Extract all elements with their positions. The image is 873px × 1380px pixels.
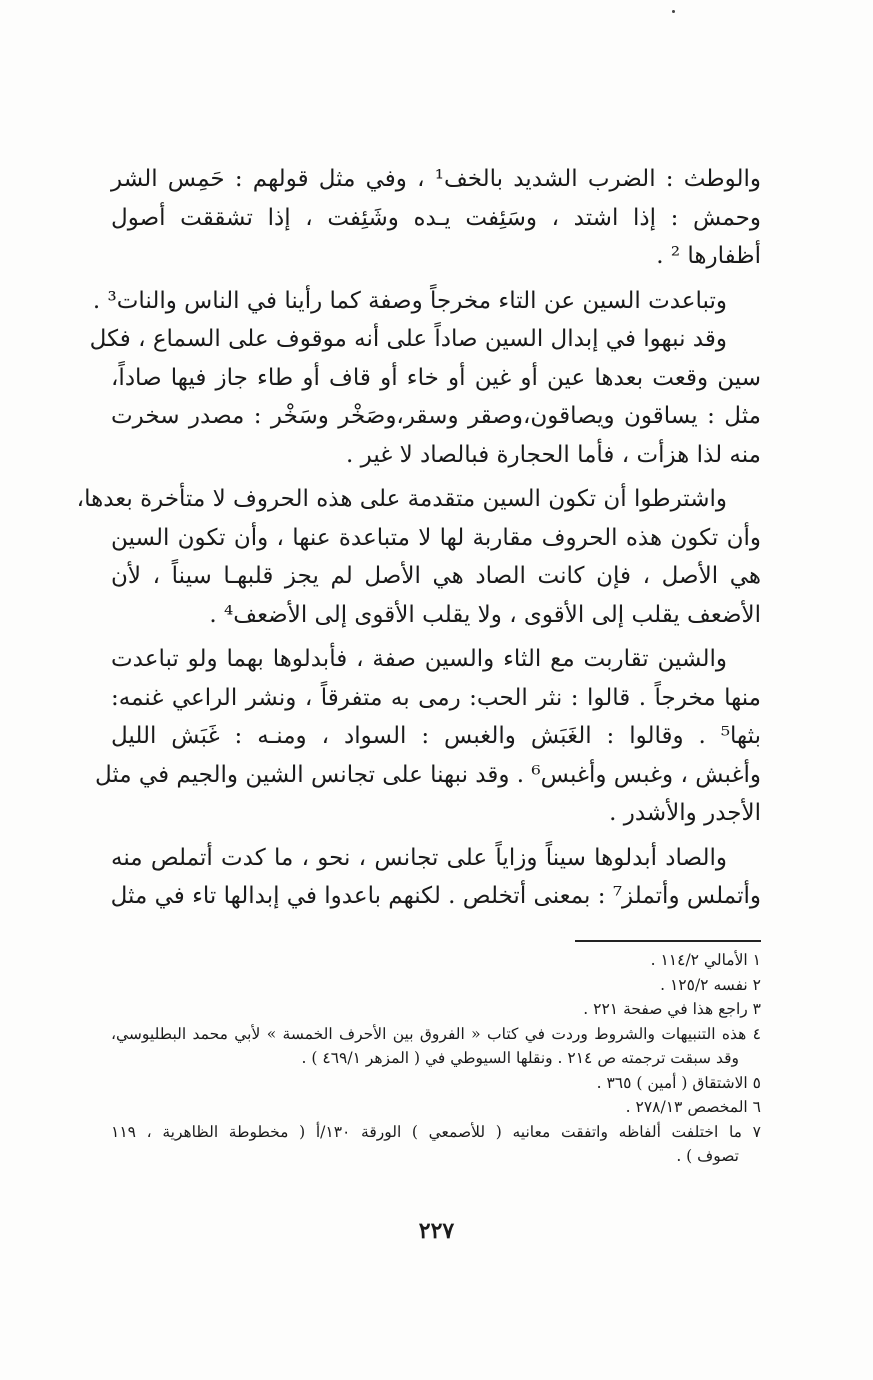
footnote-divider	[575, 940, 761, 942]
footnote: ٥ الاشتقاق ( أمين ) ٣٦٥ .	[596, 1073, 761, 1092]
text-line: مثل : يساقون ويصاقون،وصقر وسقر،وصَخْر وسَخْر : مصدر سخرت	[111, 403, 761, 429]
text-line: منها مخرجاً . قالوا : نثر الحب: رمى به متفرقاً ، ونشر الراعي غنمه:	[111, 684, 761, 711]
text-line: واشترطوا أن تكون السين متقدمة على هذه الحروف لا متأخرة بعدها،	[76, 486, 727, 512]
text-line: وأن تكون هذه الحروف مقاربة لها لا متباعدة عنها ، وأن تكون السين	[111, 524, 761, 551]
footnote-continuation: تصوف ) .	[676, 1147, 739, 1165]
footnote: ١ الأمالي ١١٤/٢ .	[650, 951, 761, 969]
footnote: ٤ هذه التنبيهات والشروط وردت في كتاب « الفروق بين الأحرف الخمسة » لأبي محمد البطليوسي،	[111, 1024, 761, 1043]
main-text	[76, 160, 761, 916]
footnote-continuation: وقد سبقت ترجمته ص ٢١٤ . ونقلها السيوطي في ( المزهر ٤٦٩/١ ) .	[301, 1049, 739, 1067]
footnotes	[111, 948, 761, 1169]
text-line: أظفارها ² .	[656, 243, 761, 269]
text-line: الأضعف يقلب إلى الأقوى ، ولا يقلب الأقوى إلى الأضعف⁴ .	[209, 601, 761, 628]
text-line: هي الأصل ، فإن كانت الصاد هي الأصل لم يجز قلبهـا سيناً ، لأن	[111, 563, 761, 589]
footnote: ٦ المخصص ٢٧٨/١٣ .	[625, 1098, 761, 1116]
text-line: سين وقعت بعدها عين أو غين أو خاء أو قاف أو طاء جاز فيها صاداً،	[111, 364, 761, 391]
scan-speck	[672, 10, 675, 13]
text-line: الأجدر والأشدر .	[609, 800, 761, 826]
footnote: ٢ نفسه ١٢٥/٢ .	[660, 975, 761, 994]
footnote: ٣ راجع هذا في صفحة ٢٢١ .	[583, 1000, 761, 1018]
text-line: منه لذا هزأت ، فأما الحجارة فبالصاد لا غير .	[346, 441, 761, 468]
text-line: وحمش : إذا اشتد ، وسَئِفت يـده وشَئِفت ، إذا تشققت أصول	[111, 204, 761, 231]
footnote: ٧ ما اختلفت ألفاظه واتفقت معانيه ( للأصمعي ) الورقة ١٣٠/أ ( مخطوطة الظاهرية ، ١١٩	[111, 1122, 761, 1141]
text-line: وقد نبهوا في إبدال السين صاداً على أنه موقوف على السماع ، فكل	[89, 326, 727, 352]
page-number: ٢٢٧	[418, 1218, 455, 1244]
text-line: والوطث : الضرب الشديد بالخف¹ ، وفي مثل قولهم : حَمِس الشر	[111, 166, 761, 192]
text-line: والصاد أبدلوها سيناً وزاياً على تجانس ، نحو ، ما كدت أتملص منه	[111, 844, 727, 871]
text-line: وأتملس وأتملز⁷ : بمعنى أتخلص . لكنهم باعدوا في إبدالها تاء في مثل	[110, 883, 761, 909]
text-line: وتباعدت السين عن التاء مخرجاً وصفة كما رأينا في الناس والنات³ .	[92, 287, 727, 314]
text-line: والشين تقاربت مع الثاء والسين صفة ، فأبدلوها بهما ولو تباعدت	[111, 646, 727, 672]
text-line: بثها⁵ . وقالوا : الغَبَش والغبس : السواد ، ومنـه : غَبَش الليل	[111, 723, 761, 749]
text-line: وأغبش ، وغبس وأغبس⁶ . وقد نبهنا على تجانس الشين والجيم في مثل	[94, 761, 761, 788]
